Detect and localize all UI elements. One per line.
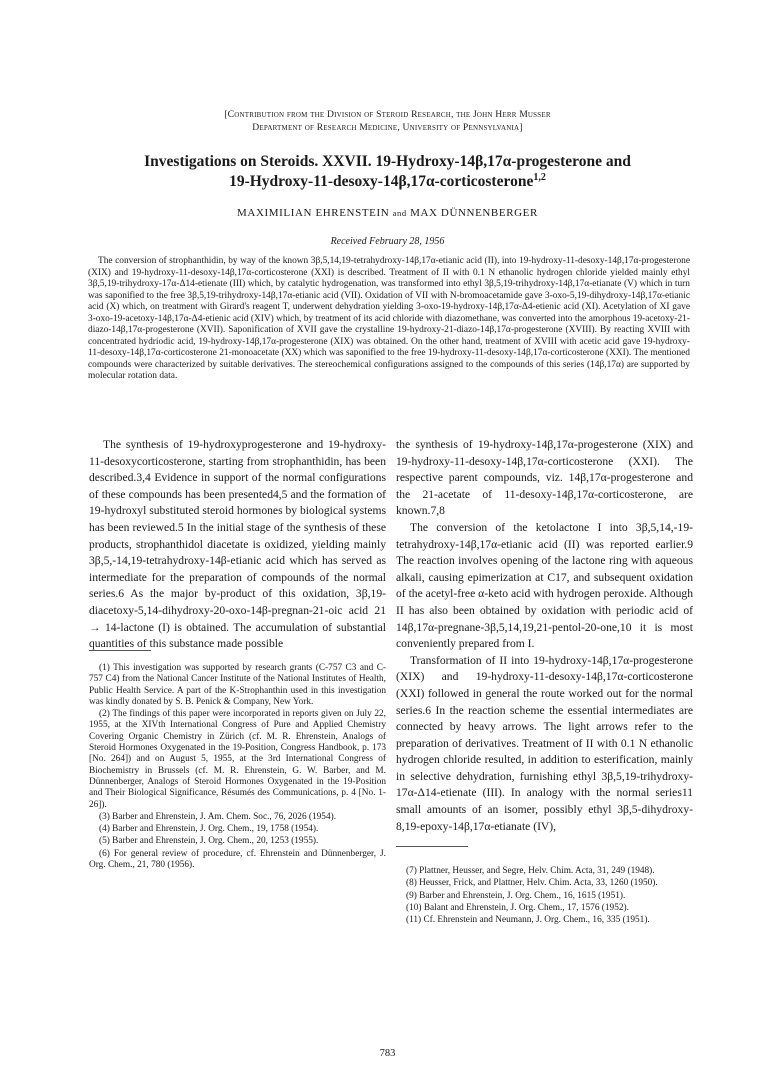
footnote: (4) Barber and Ehrenstein, J. Org. Chem., 19, 1758 (1954). bbox=[99, 824, 319, 835]
author-2: MAX DÜNNENBERGER bbox=[410, 207, 538, 219]
contribution-line-1: [Contribution from the Division of Steroid Research, the John Herr Musser bbox=[224, 109, 551, 120]
body-paragraph: The synthesis of 19-hydroxyprogesterone and 19-hydroxy-11-desoxycorticosterone, starting from strophanthidin, has been described.3,4 Evidence in support of the normal configurations of these compounds has been presented4,5 and the formation of 19-hydroxyl substituted steroid hormones by biological systems has been reviewed.5 In the initial stage of the synthesis of these products, strophanthidol diacetate is oxidized, yielding mainly 3β,5,-14,19-tetrahydroxy-14β-etianic acid which has served as intermediate for the preparation of compounds of the normal series.6 As the major by-product of this oxidation, 3β,19-diacetoxy-5,14-dihydroxy-20-oxo-14β-pregnan-21-oic acid 21 → 14-lactone (I) is obtained. The accumulation of substantial quantities of this substance made possible bbox=[89, 438, 386, 651]
footnote-divider-right bbox=[396, 846, 468, 847]
article-title bbox=[60, 152, 715, 192]
author-conjunction: and bbox=[392, 208, 407, 218]
body-column-left bbox=[89, 437, 386, 653]
abstract: The conversion of strophanthidin, by way of the known 3β,5,14,19-tetrahydroxy-14β,17α-etianic acid (II), into 19-hydroxy-11-desoxy-14β,17α-progesterone (XIX) and 19-hydroxy-11-desoxy-14β,17α-corticosterone (XXI) is described. Treatment of II with 0.1 N ethanolic hydrogen chloride yielded mainly ethyl 3β,5,19-trihydroxy-17α-Δ14-etienate (III) which, by catalytic hydrogenation, was transformed into ethyl 3β,5,19-trihydroxy-14β,17α-etianate (V) which in turn was saponified to the free 3β,5,19-trihydroxy-14β,17α-etianic acid (VII). Oxidation of VII with N-bromoacetamide gave 3-oxo-5,19-dihydroxy-14β,17α-etianic acid (X) which, on treatment with Girard's reagent T, underwent dehydration yielding 3-oxo-19-hydroxy-14β,17α-Δ4-etienic acid (XI). Acetylation of XI gave 3-oxo-19-acetoxy-14β,17α-Δ4-etienic acid (XIV) which, by treatment of its acid chloride with diazomethane, was converted into the amorphous 19-acetoxy-21-diazo-14β,17α-progesterone (XVII). Saponification of XVII gave the crystalline 19-hydroxy-21-diazo-14β,17α-progesterone (XVIII). By reacting XVIII with concentrated hydriodic acid, 19-hydroxy-14β,17α-progesterone (XIX) was obtained. On the other hand, treatment of XVIII with acetic acid gave 19-hydroxy-11-desoxy-14β,17α-corticosterone 21-monoacetate (XX) which was saponified to the free 19-hydroxy-11-desoxy-14β,17α-corticosterone (XXI). The mentioned compounds were characterized by suitable derivatives. The stereochemical configurations assigned to the compounds of this series (14β,17α) are supported by molecular rotation data. bbox=[88, 256, 690, 382]
footnotes-right bbox=[396, 866, 693, 927]
title-footnote-marker: 1,2 bbox=[533, 171, 546, 183]
body-column-right bbox=[396, 437, 693, 835]
footnote: (1) This investigation was supported by research grants (C-757 C3 and C-757 C4) from the National Cancer Institute of the National Institutes of Health, Public Health Service. A part of the K-Strophanthin used in this investigation was kindly donated by S. B. Penick & Company, New York. bbox=[89, 663, 386, 707]
footnote: (8) Heusser, Frick, and Plattner, Helv. Chim. Acta, 33, 1260 (1950). bbox=[406, 878, 658, 889]
footnote-divider-left bbox=[89, 650, 151, 651]
contribution-line-2: Department of Research Medicine, University of Pennsylvania] bbox=[252, 122, 523, 133]
received-date: Received February 28, 1956 bbox=[330, 236, 445, 247]
title-line-1: Investigations on Steroids. XXVII. 19-Hydroxy-14β,17α-progesterone and bbox=[144, 153, 631, 170]
title-line-2-text: 19-Hydroxy-11-desoxy-14β,17α-corticosterone bbox=[229, 173, 534, 190]
footnote: (7) Plattner, Heusser, and Segre, Helv. Chim. Acta, 31, 249 (1948). bbox=[406, 866, 655, 876]
body-paragraph: the synthesis of 19-hydroxy-14β,17α-progesterone (XIX) and 19-hydroxy-11-desoxy-14β,17α-corticosterone (XXI). The respective parent compounds, viz. 14β,17α-progesterone and the 21-acetate of 11-desoxy-14β,17α-corticosterone, are known.7,8 bbox=[396, 438, 693, 518]
footnote: (9) Barber and Ehrenstein, J. Org. Chem., 16, 1615 (1951). bbox=[406, 890, 626, 901]
footnote: (5) Barber and Ehrenstein, J. Org. Chem., 20, 1253 (1955). bbox=[99, 836, 319, 847]
page-number: 783 bbox=[379, 1048, 396, 1059]
title-line-2 bbox=[60, 172, 715, 192]
footnote: (6) For general review of procedure, cf. Ehrenstein and Dünnenberger, J. Org. Chem., 21, 780 (1956). bbox=[89, 848, 386, 871]
footnote: (2) The findings of this paper were incorporated in reports given on July 22, 1955, at the XIVth International Congress of Pure and Applied Chemistry Covering Organic Chemistry in Zürich (cf. M. R. Ehrenstein, Analogs of Steroid Hormones Oxygenated in the 19-Position, Congress Handbook, p. 173 [No. 264]) and on August 5, 1955, at the 3rd International Congress of Biochemistry in Brussels (cf. M. R. Ehrenstein, G. W. Barber, and M. Dünnenberger, Analogs of Steroid Hormones Oxygenated in the 19-Position and Their Biological Significance, Résumés des Communications, p. 4 [No. 1-26]). bbox=[89, 709, 386, 810]
footnote: (10) Balant and Ehrenstein, J. Org. Chem., 17, 1576 (1952). bbox=[406, 902, 629, 913]
body-paragraph: Transformation of II into 19-hydroxy-14β,17α-progesterone (XIX) and 19-hydroxy-11-desoxy-14β,17α-corticosterone (XXI) followed in general the route worked out for the normal series.6 In the reaction scheme the essential intermediates are connected by heavy arrows. The light arrows refer to the preparation of derivatives. Treatment of II with 0.1 N ethanolic hydrogen chloride resulted, in addition to esterification, mainly in selective dehydration, furnishing ethyl 3β,5,19-trihydroxy-17α-Δ14-etienate (III). In analogy with the normal series11 small amounts of an isomer, possibly ethyl 3β,5-dihydroxy-8,19-epoxy-14β,17α-etianate (IV), bbox=[396, 653, 693, 833]
author-line bbox=[60, 207, 715, 219]
footnotes-left bbox=[89, 663, 386, 872]
contribution-header bbox=[60, 108, 715, 134]
body-paragraph: The conversion of the ketolactone I into 3β,5,14,-19-tetrahydroxy-14β,17α-etianic acid (II) was reported earlier.9 The reaction involves opening of the lactone ring with aqueous alkali, causing epimerization at C17, and subsequent oxidation of the acetyl-free α-keto acid with hydrogen peroxide. Although II has also been obtained by oxidation with periodic acid of 14β,17α-pregnane-3β,5,14,19,21-pentol-20-one,10 it is most conveniently prepared from I. bbox=[396, 520, 693, 651]
footnote: (3) Barber and Ehrenstein, J. Am. Chem. Soc., 76, 2026 (1954). bbox=[99, 811, 337, 822]
footnote: (11) Cf. Ehrenstein and Neumann, J. Org. Chem., 16, 335 (1951). bbox=[406, 915, 650, 926]
author-1: MAXIMILIAN EHRENSTEIN bbox=[237, 207, 390, 219]
